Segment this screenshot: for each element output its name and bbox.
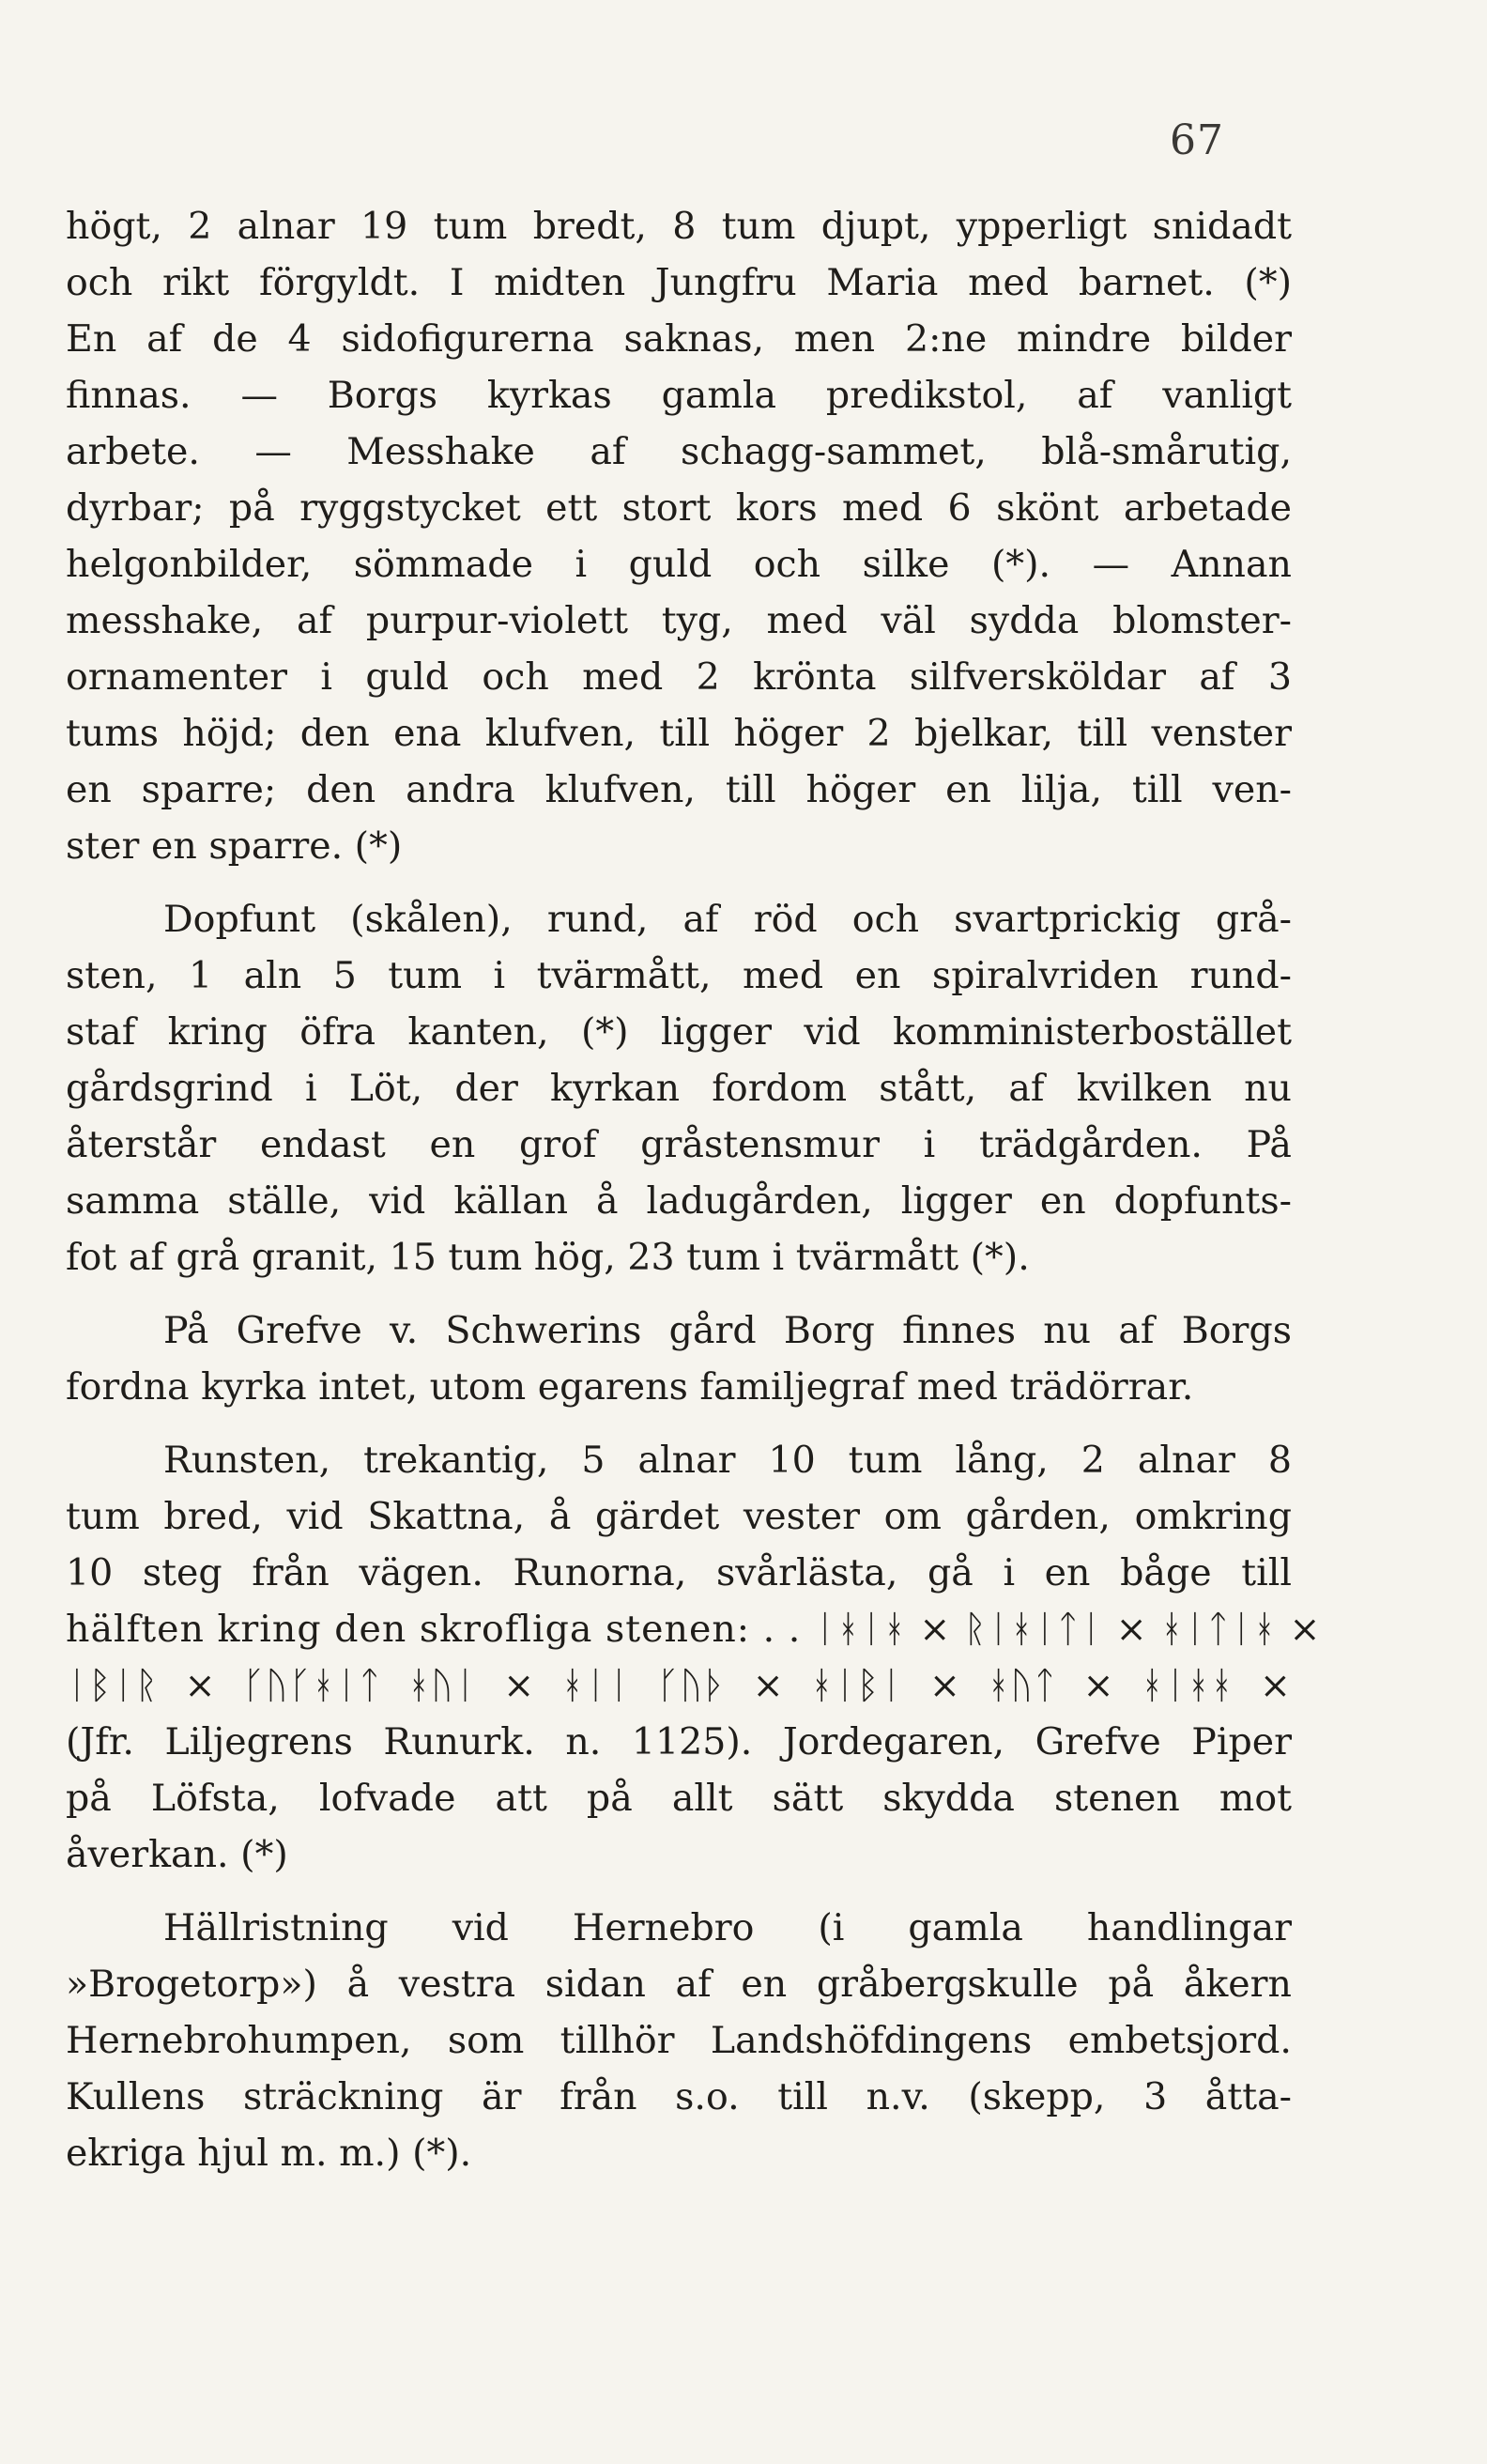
text-line: ornamenter i guld och med 2 krönta silfversköldar af 3	[66, 655, 1292, 699]
body-text	[66, 198, 1322, 2181]
text-line: finnas. — Borgs kyrkas gamla predikstol, af vanligt	[66, 374, 1292, 417]
text-line: Kullens sträckning är från s.o. till n.v. (skepp, 3 åtta-	[66, 2075, 1292, 2118]
text-line: fot af grå granit, 15 tum hög, 23 tum i tvärmått (*).	[66, 1236, 1030, 1279]
text-line: staf kring öfra kanten, (*) ligger vid komministerbostället	[66, 1010, 1292, 1054]
text-line: fordna kyrka intet, utom egarens familjegraf med trädörrar.	[66, 1365, 1194, 1409]
text-line: 10 steg från vägen. Runorna, svårlästa, gå i en båge till	[66, 1551, 1292, 1594]
text-line: högt, 2 alnar 19 tum bredt, 8 tum djupt, ypperligt snidadt	[66, 205, 1292, 248]
paragraph-gap	[66, 1883, 1292, 1900]
paragraph-runsten	[66, 1432, 1322, 1883]
text-line: på Löfsta, lofvade att på allt sätt skydda stenen mot	[66, 1777, 1292, 1820]
text-line: tum bred, vid Skattna, å gärdet vester om gården, omkring	[66, 1495, 1292, 1538]
text-line: arbete. — Messhake af schagg-sammet, blå-smårutig,	[66, 430, 1292, 473]
text-line: åverkan. (*)	[66, 1833, 288, 1876]
text-line: dyrbar; på ryggstycket ett stort kors med 6 skönt arbetade	[66, 486, 1292, 530]
text-line: Hernebrohumpen, som tillhör Landshöfdingens embetsjord.	[66, 2019, 1292, 2062]
paragraph-gap	[66, 1286, 1292, 1302]
text-line: (Jfr. Liljegrens Runurk. n. 1125). Jordegaren, Grefve Piper	[66, 1720, 1292, 1763]
text-line: en sparre; den andra klufven, till höger en lilja, till ven-	[66, 768, 1292, 811]
rune-inscription-line: ᛁᛒᛁᚱ × ᚴᚢᚴᚼᛁᛏ ᚼᚢᛁ × ᚼᛁᛁ ᚴᚢᚦ × ᚼᛁᛒᛁ × ᚼᚢᛏ × ᚼᛁᚼᚼ ×	[66, 1664, 1292, 1707]
text-line: En af de 4 sidofigurerna saknas, men 2:ne mindre bilder	[66, 317, 1292, 361]
text-line: Runsten, trekantig, 5 alnar 10 tum lång, 2 alnar 8	[163, 1439, 1292, 1482]
rune-inscription-line: hälften kring den skrofliga stenen: . . ᛁᚼᛁᚼ × ᚱᛁᚼᛁᛏᛁ × ᚼᛁᛏᛁᚼ ×	[66, 1608, 1322, 1651]
text-line: På Grefve v. Schwerins gård Borg finnes nu af Borgs	[163, 1309, 1292, 1352]
text-line: »Brogetorp») å vestra sidan af en gråbergskulle på åkern	[66, 1963, 1292, 2006]
text-line: samma ställe, vid källan å ladugården, ligger en dopfunts-	[66, 1179, 1292, 1223]
paragraph-borg-estate	[66, 1302, 1292, 1415]
paragraph-gap	[66, 874, 1292, 891]
text-line: och rikt förgyldt. I midten Jungfru Maria med barnet. (*)	[66, 261, 1292, 304]
text-line: återstår endast en grof gråstensmur i trädgården. På	[66, 1123, 1292, 1166]
text-line: tums höjd; den ena klufven, till höger 2 bjelkar, till venster	[66, 712, 1292, 755]
text-line: ekriga hjul m. m.) (*).	[66, 2132, 472, 2175]
paragraph-church-furnishings	[66, 198, 1292, 874]
text-line: messhake, af purpur-violett tyg, med väl sydda blomster-	[66, 599, 1292, 642]
text-line: sten, 1 aln 5 tum i tvärmått, med en spiralvriden rund-	[66, 954, 1292, 997]
paragraph-dopfunt	[66, 891, 1292, 1286]
text-line: Dopfunt (skålen), rund, af röd och svartprickig grå-	[163, 898, 1292, 941]
text-line: helgonbilder, sömmade i guld och silke (*). — Annan	[66, 543, 1292, 586]
paragraph-gap	[66, 1415, 1292, 1432]
paragraph-hallristning	[66, 1900, 1292, 2181]
text-line: Hällristning vid Hernebro (i gamla handlingar	[163, 1906, 1292, 1949]
text-line: ster en sparre. (*)	[66, 824, 403, 868]
text-line: gårdsgrind i Löt, der kyrkan fordom stått, af kvilken nu	[66, 1067, 1292, 1110]
page-number: 67	[1170, 116, 1224, 164]
